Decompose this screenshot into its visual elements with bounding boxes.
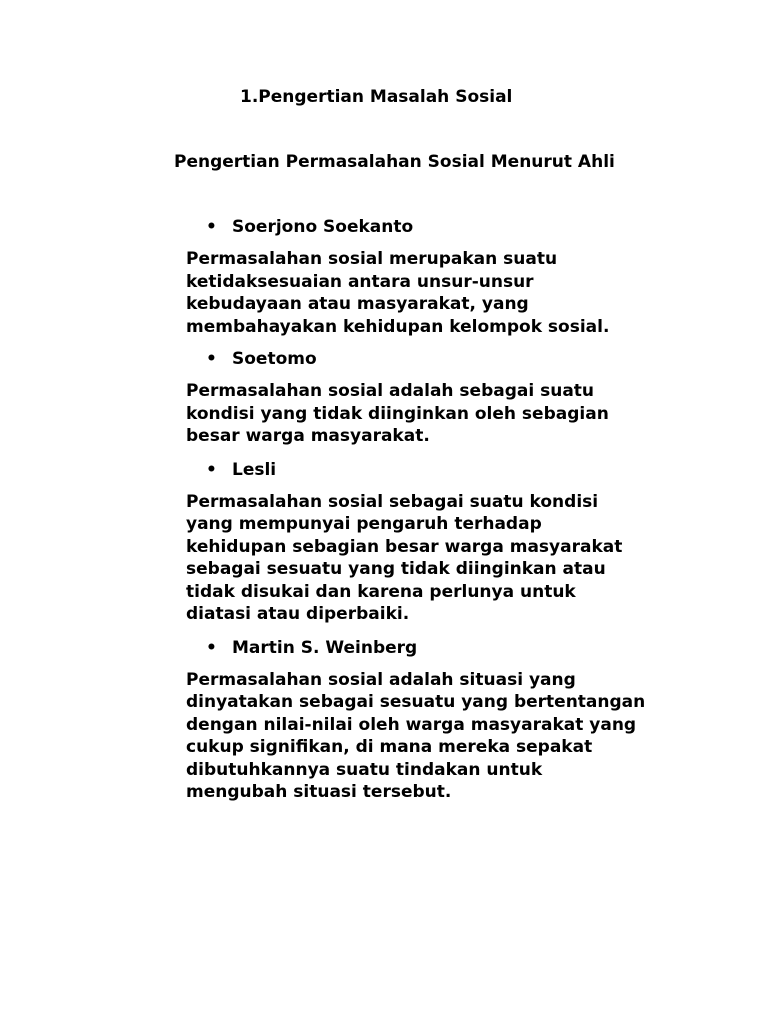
definition-line: kehidupan sebagian besar warga masyarakat <box>186 536 623 557</box>
definition-line: ketidaksesuaian antara unsur-unsur <box>186 271 534 292</box>
expert-name <box>186 636 686 660</box>
definition-line: Permasalahan sosial merupakan suatu <box>186 249 558 269</box>
definition-line: dengan nilai-nilai oleh warga masyarakat yang <box>186 714 637 735</box>
definition-line: cukup signifikan, di mana mereka sepakat <box>186 737 593 757</box>
expert-definition <box>186 380 686 448</box>
expert-name <box>186 458 686 482</box>
expert-name-text: Soerjono Soekanto <box>232 217 414 237</box>
definition-line: dinyatakan sebagai sesuatu yang bertentangan <box>186 692 646 712</box>
expert-item-lesli <box>186 458 686 626</box>
definition-line: kondisi yang tidak diinginkan oleh sebagian <box>186 403 609 424</box>
definition-line: mengubah situasi tersebut. <box>186 782 452 802</box>
definition-line: besar warga masyarakat. <box>186 426 430 446</box>
expert-name-text: Martin S. Weinberg <box>232 637 418 658</box>
expert-definition <box>186 669 686 804</box>
expert-name <box>186 215 686 239</box>
definition-line: membahayakan kehidupan kelompok sosial. <box>186 316 610 337</box>
expert-list <box>186 215 686 804</box>
expert-name-text: Lesli <box>232 459 277 480</box>
definition-line: diatasi atau diperbaiki. <box>186 604 410 624</box>
expert-item-soetomo <box>186 347 686 448</box>
bullet-icon: • <box>206 459 217 480</box>
definition-line: yang mempunyai pengaruh terhadap <box>186 514 542 534</box>
document-title: 1.Pengertian Masalah Sosial <box>240 87 513 107</box>
definition-line: Permasalahan sosial adalah sebagai suatu <box>186 381 595 401</box>
bullet-icon: • <box>206 349 217 369</box>
definition-line: Permasalahan sosial adalah situasi yang <box>186 669 576 690</box>
definition-line: kebudayaan atau masyarakat, yang <box>186 294 529 314</box>
expert-item-martin-s-weinberg <box>186 636 686 804</box>
bullet-icon: • <box>206 637 217 658</box>
definition-line: dibutuhkannya suatu tindakan untuk <box>186 759 543 780</box>
bullet-icon: • <box>206 217 217 237</box>
expert-item-soerjono-soekanto <box>186 215 686 338</box>
expert-name <box>186 347 686 371</box>
expert-name-text: Soetomo <box>232 349 317 369</box>
expert-definition <box>186 248 686 338</box>
definition-line: Permasalahan sosial sebagai suatu kondisi <box>186 491 599 512</box>
definition-line: sebagai sesuatu yang tidak diinginkan atau <box>186 559 606 579</box>
expert-definition <box>186 491 686 626</box>
definition-line: tidak disukai dan karena perlunya untuk <box>186 581 576 602</box>
section-subtitle: Pengertian Permasalahan Sosial Menurut Ahli <box>174 152 615 172</box>
